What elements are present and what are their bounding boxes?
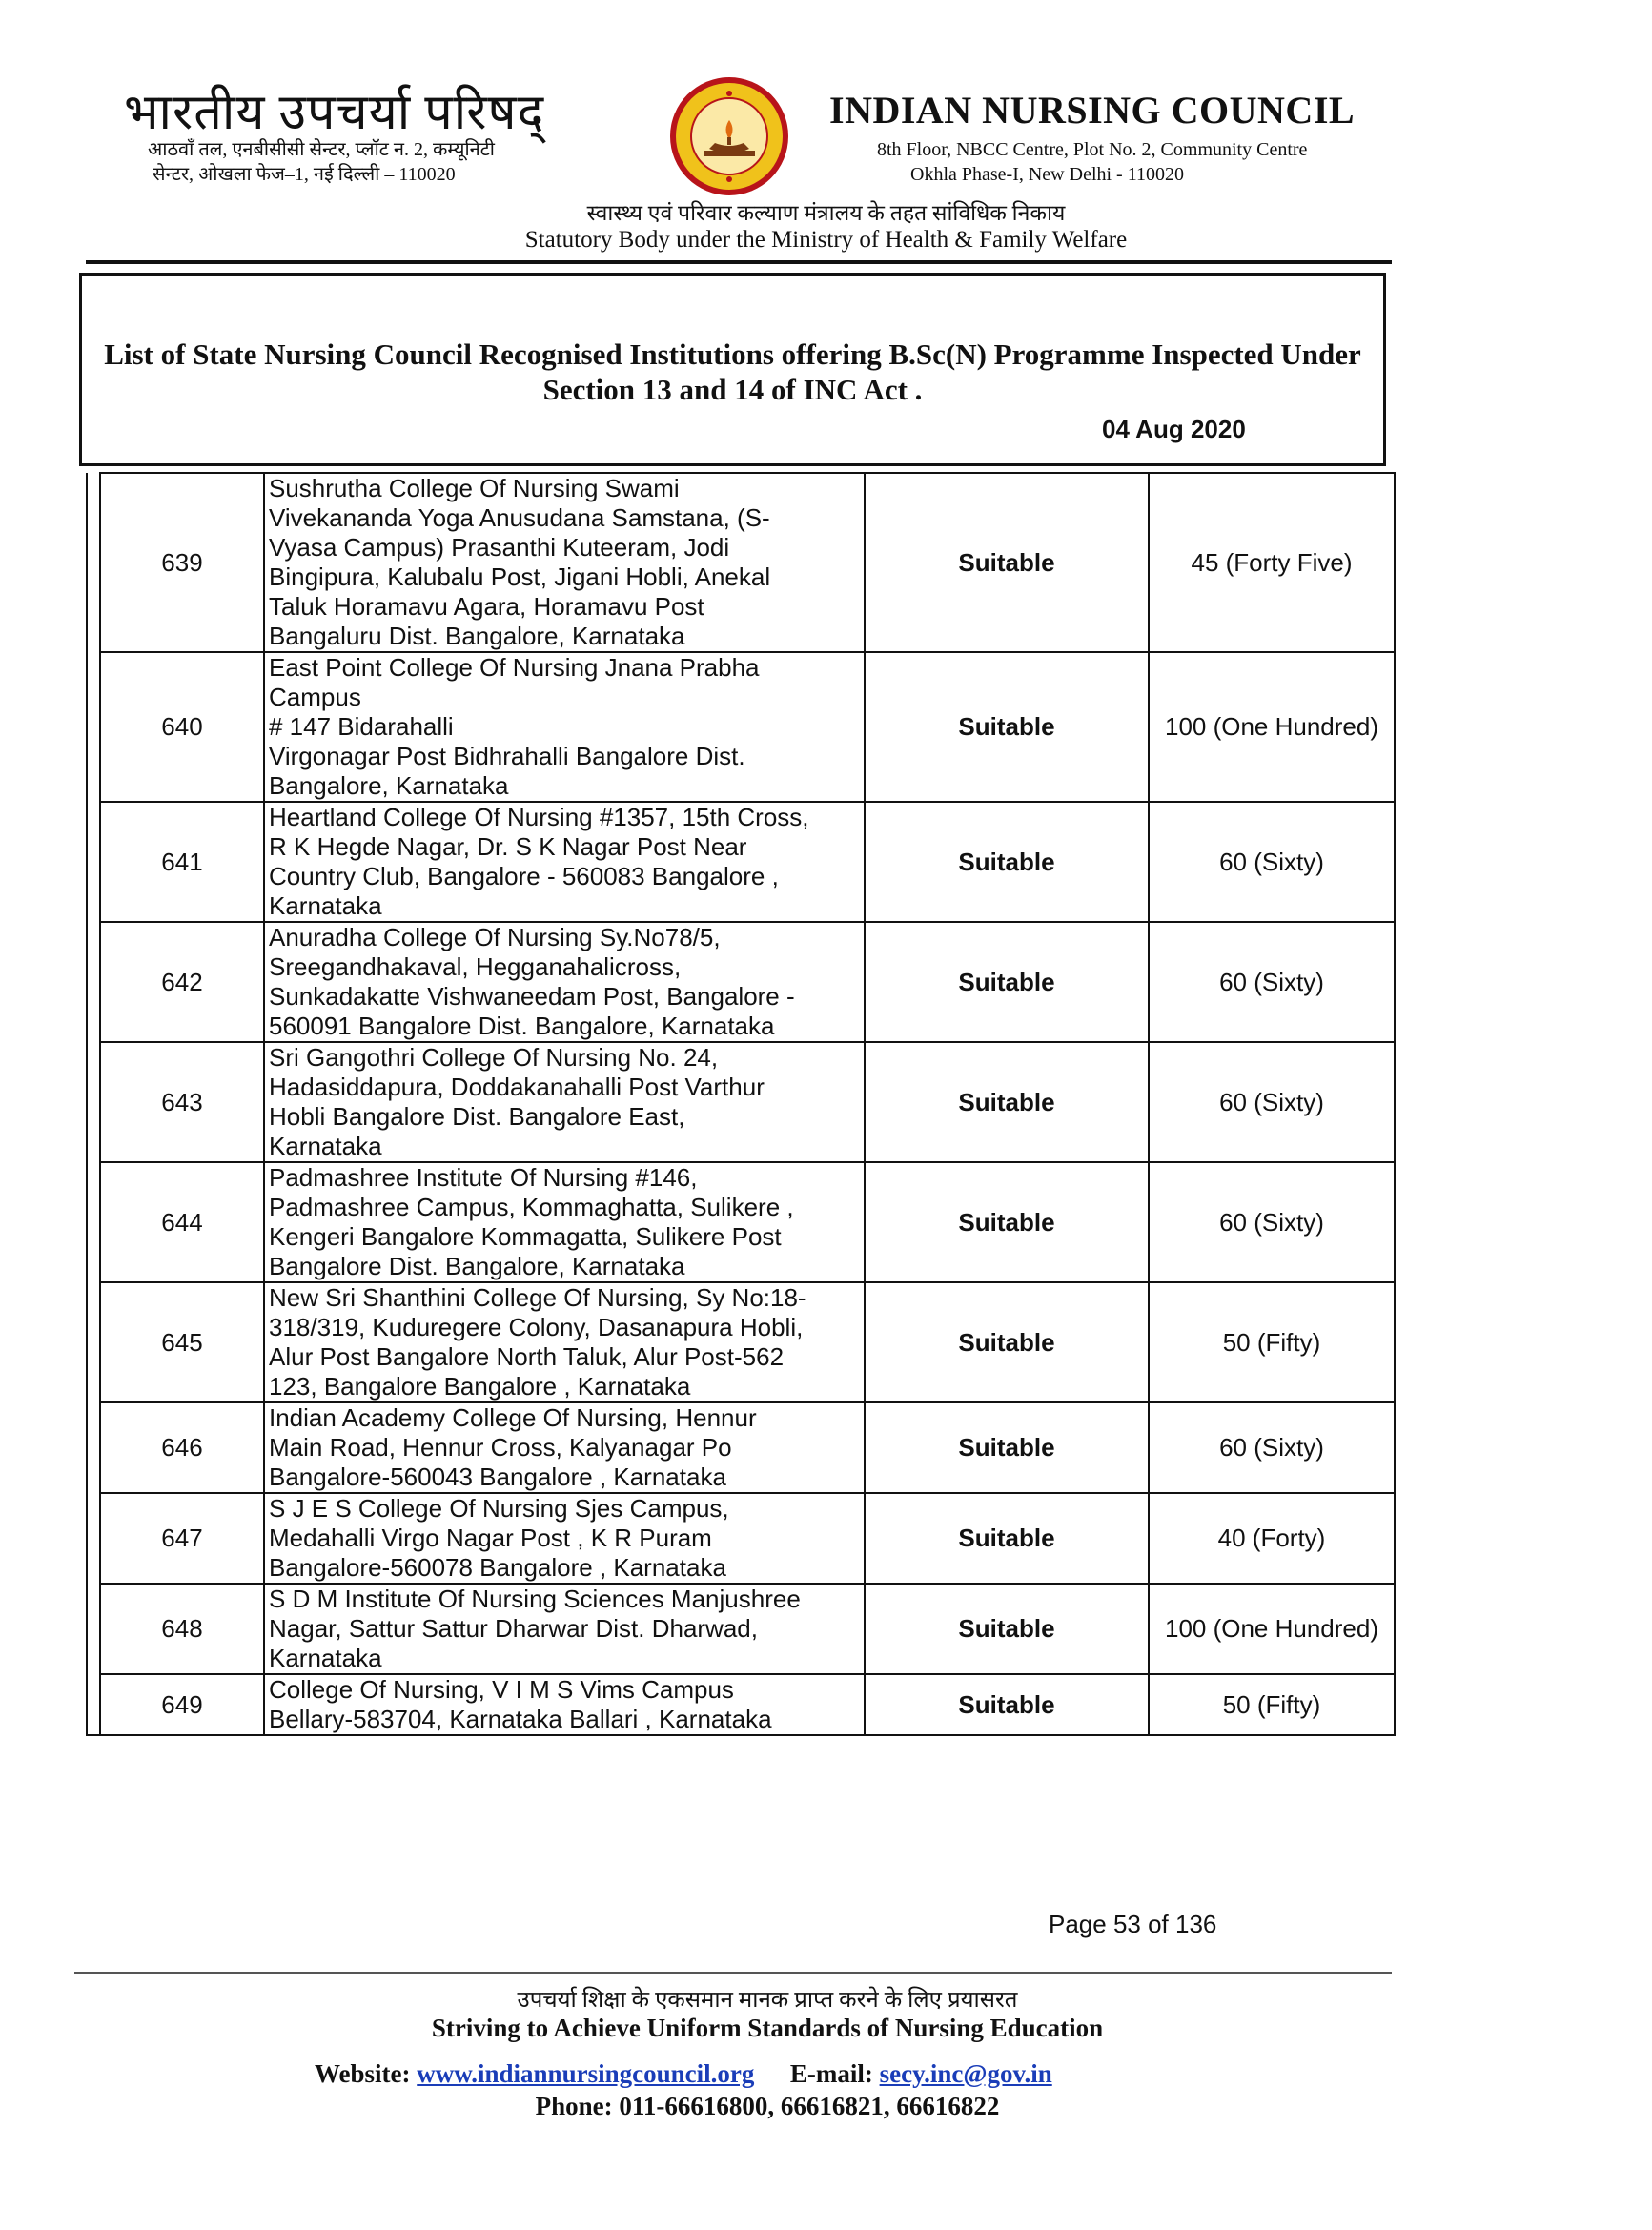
address-line1: 8th Floor, NBCC Centre, Plot No. 2, Community Centre xyxy=(877,139,1308,160)
hindi-council-title: भारतीय उपचर्या परिषद् xyxy=(124,86,545,140)
seats-cell: 40 (Forty) xyxy=(1149,1493,1395,1584)
institution-cell: Indian Academy College Of Nursing, Hennur Main Road, Hennur Cross, Kalyanagar Po Bangalore-560043 Bangalore , Karnataka xyxy=(264,1402,865,1493)
institution-cell: Anuradha College Of Nursing Sy.No78/5, Sreegandhakaval, Hegganahalicross, Sunkadakatte Vishwaneedam Post, Bangalore - 560091 Bangalore Dist. Bangalore, Karnataka xyxy=(264,922,865,1042)
table-row xyxy=(87,652,1395,802)
institution-cell: East Point College Of Nursing Jnana Prabha Campus # 147 Bidarahalli Virgonagar Post Bidhrahalli Bangalore Dist. Bangalore, Karnataka xyxy=(264,652,865,802)
row-margin-cell xyxy=(87,1402,100,1493)
row-margin-cell xyxy=(87,1674,100,1735)
status-cell: Suitable xyxy=(865,473,1149,652)
table-row xyxy=(87,1162,1395,1282)
list-title: List of State Nursing Council Recognised Institutions offering B.Sc(N) Programme Inspected Under Section 13 and 14 of INC Act . xyxy=(104,338,1361,406)
hindi-statutory-line: स्वास्थ्य एवं परिवार कल्याण मंत्रालय के तहत सांविधिक निकाय xyxy=(586,201,1066,225)
institutions-table-body xyxy=(87,473,1395,1735)
inc-emblem-icon xyxy=(667,74,791,198)
row-margin-cell xyxy=(87,1282,100,1402)
list-date: 04 Aug 2020 xyxy=(1102,415,1246,443)
website-label: Website: xyxy=(315,2059,411,2088)
row-margin-cell xyxy=(87,802,100,922)
row-margin-cell xyxy=(87,1162,100,1282)
table-row xyxy=(87,1402,1395,1493)
hindi-address-line1: आठवाँ तल, एनबीसीसी सेन्टर, प्लॉट न. 2, कम्यूनिटी xyxy=(148,139,495,160)
seats-cell: 50 (Fifty) xyxy=(1149,1674,1395,1735)
serial-number-cell: 642 xyxy=(100,922,264,1042)
status-cell: Suitable xyxy=(865,1402,1149,1493)
serial-number-cell: 641 xyxy=(100,802,264,922)
status-cell: Suitable xyxy=(865,1674,1149,1735)
seats-cell: 100 (One Hundred) xyxy=(1149,652,1395,802)
serial-number-cell: 644 xyxy=(100,1162,264,1282)
seats-cell: 60 (Sixty) xyxy=(1149,1162,1395,1282)
status-cell: Suitable xyxy=(865,802,1149,922)
table-row xyxy=(87,1282,1395,1402)
serial-number-cell: 640 xyxy=(100,652,264,802)
status-cell: Suitable xyxy=(865,1493,1149,1584)
serial-number-cell: 646 xyxy=(100,1402,264,1493)
status-cell: Suitable xyxy=(865,652,1149,802)
row-margin-cell xyxy=(87,652,100,802)
table-row xyxy=(87,1042,1395,1162)
institution-cell: S J E S College Of Nursing Sjes Campus, Medahalli Virgo Nagar Post , K R Puram Bangalore-560078 Bangalore , Karnataka xyxy=(264,1493,865,1584)
status-cell: Suitable xyxy=(865,1282,1149,1402)
seats-cell: 60 (Sixty) xyxy=(1149,922,1395,1042)
institution-cell: New Sri Shanthini College Of Nursing, Sy No:18- 318/319, Kuduregere Colony, Dasanapura Hobli, Alur Post Bangalore North Taluk, Alur Post-562 123, Bangalore Bangalore , Karnataka xyxy=(264,1282,865,1402)
statutory-line: Statutory Body under the Ministry of Health & Family Welfare xyxy=(524,227,1128,253)
row-margin-cell xyxy=(87,1493,100,1584)
website-link[interactable]: www.indiannursingcouncil.org xyxy=(417,2059,755,2088)
serial-number-cell: 648 xyxy=(100,1584,264,1674)
email-label: E-mail: xyxy=(789,2059,873,2088)
institution-cell: S D M Institute Of Nursing Sciences Manjushree Nagar, Sattur Sattur Dharwar Dist. Dharwad, Karnataka xyxy=(264,1584,865,1674)
table-row xyxy=(87,922,1395,1042)
institution-cell: College Of Nursing, V I M S Vims Campus Bellary-583704, Karnataka Ballari , Karnataka xyxy=(264,1674,865,1735)
email-link[interactable]: secy.inc@gov.in xyxy=(879,2059,1052,2088)
seats-cell: 60 (Sixty) xyxy=(1149,802,1395,922)
institution-cell: Padmashree Institute Of Nursing #146, Padmashree Campus, Kommaghatta, Sulikere , Kengeri Bangalore Kommagatta, Sulikere Post Bangalore Dist. Bangalore, Karnataka xyxy=(264,1162,865,1282)
institution-cell: Sri Gangothri College Of Nursing No. 24, Hadasiddapura, Doddakanahalli Post Varthur Hobli Bangalore Dist. Bangalore East, Karnataka xyxy=(264,1042,865,1162)
footer-divider xyxy=(74,1972,1392,1974)
seats-cell: 60 (Sixty) xyxy=(1149,1042,1395,1162)
council-title: INDIAN NURSING COUNCIL xyxy=(829,89,1356,132)
serial-number-cell: 639 xyxy=(100,473,264,652)
seats-cell: 50 (Fifty) xyxy=(1149,1282,1395,1402)
row-margin-cell xyxy=(87,1042,100,1162)
seats-cell: 60 (Sixty) xyxy=(1149,1402,1395,1493)
table-row xyxy=(87,1584,1395,1674)
table-row xyxy=(87,1493,1395,1584)
status-cell: Suitable xyxy=(865,922,1149,1042)
address-line2: Okhla Phase-I, New Delhi - 110020 xyxy=(910,164,1184,185)
footer-hindi-motto: उपचर्या शिक्षा के एकसमान मानक प्राप्त करने के लिए प्रयासरत xyxy=(517,1988,1018,2013)
institution-cell: Sushrutha College Of Nursing Swami Vivekananda Yoga Anusudana Samstana, (S- Vyasa Campus) Prasanthi Kuteeram, Jodi Bingipura, Kalubalu Post, Jigani Hobli, Anekal Taluk Horamavu Agara, Horamavu Post Bangaluru Dist. Bangalore, Karnataka xyxy=(264,473,865,652)
seats-cell: 100 (One Hundred) xyxy=(1149,1584,1395,1674)
serial-number-cell: 645 xyxy=(100,1282,264,1402)
status-cell: Suitable xyxy=(865,1162,1149,1282)
institutions-table xyxy=(86,472,1396,1736)
serial-number-cell: 649 xyxy=(100,1674,264,1735)
header-divider xyxy=(86,260,1392,264)
list-title-box xyxy=(79,273,1386,466)
serial-number-cell: 647 xyxy=(100,1493,264,1584)
table-row xyxy=(87,802,1395,922)
row-margin-cell xyxy=(87,922,100,1042)
footer-phone: Phone: 011-66616800, 66616821, 66616822 xyxy=(535,2092,1000,2120)
serial-number-cell: 643 xyxy=(100,1042,264,1162)
hindi-address-line2: सेन्टर, ओखला फेज–1, नई दिल्ली – 110020 xyxy=(153,164,456,185)
table-row xyxy=(87,1674,1395,1735)
status-cell: Suitable xyxy=(865,1584,1149,1674)
status-cell: Suitable xyxy=(865,1042,1149,1162)
footer-contact xyxy=(315,2059,1052,2089)
row-margin-cell xyxy=(87,473,100,652)
footer-motto: Striving to Achieve Uniform Standards of Nursing Education xyxy=(431,2014,1104,2042)
page-number: Page 53 of 136 xyxy=(1049,1910,1217,1938)
row-margin-cell xyxy=(87,1584,100,1674)
table-row xyxy=(87,473,1395,652)
seats-cell: 45 (Forty Five) xyxy=(1149,473,1395,652)
institution-cell: Heartland College Of Nursing #1357, 15th Cross, R K Hegde Nagar, Dr. S K Nagar Post Near Country Club, Bangalore - 560083 Bangalore , Karnataka xyxy=(264,802,865,922)
